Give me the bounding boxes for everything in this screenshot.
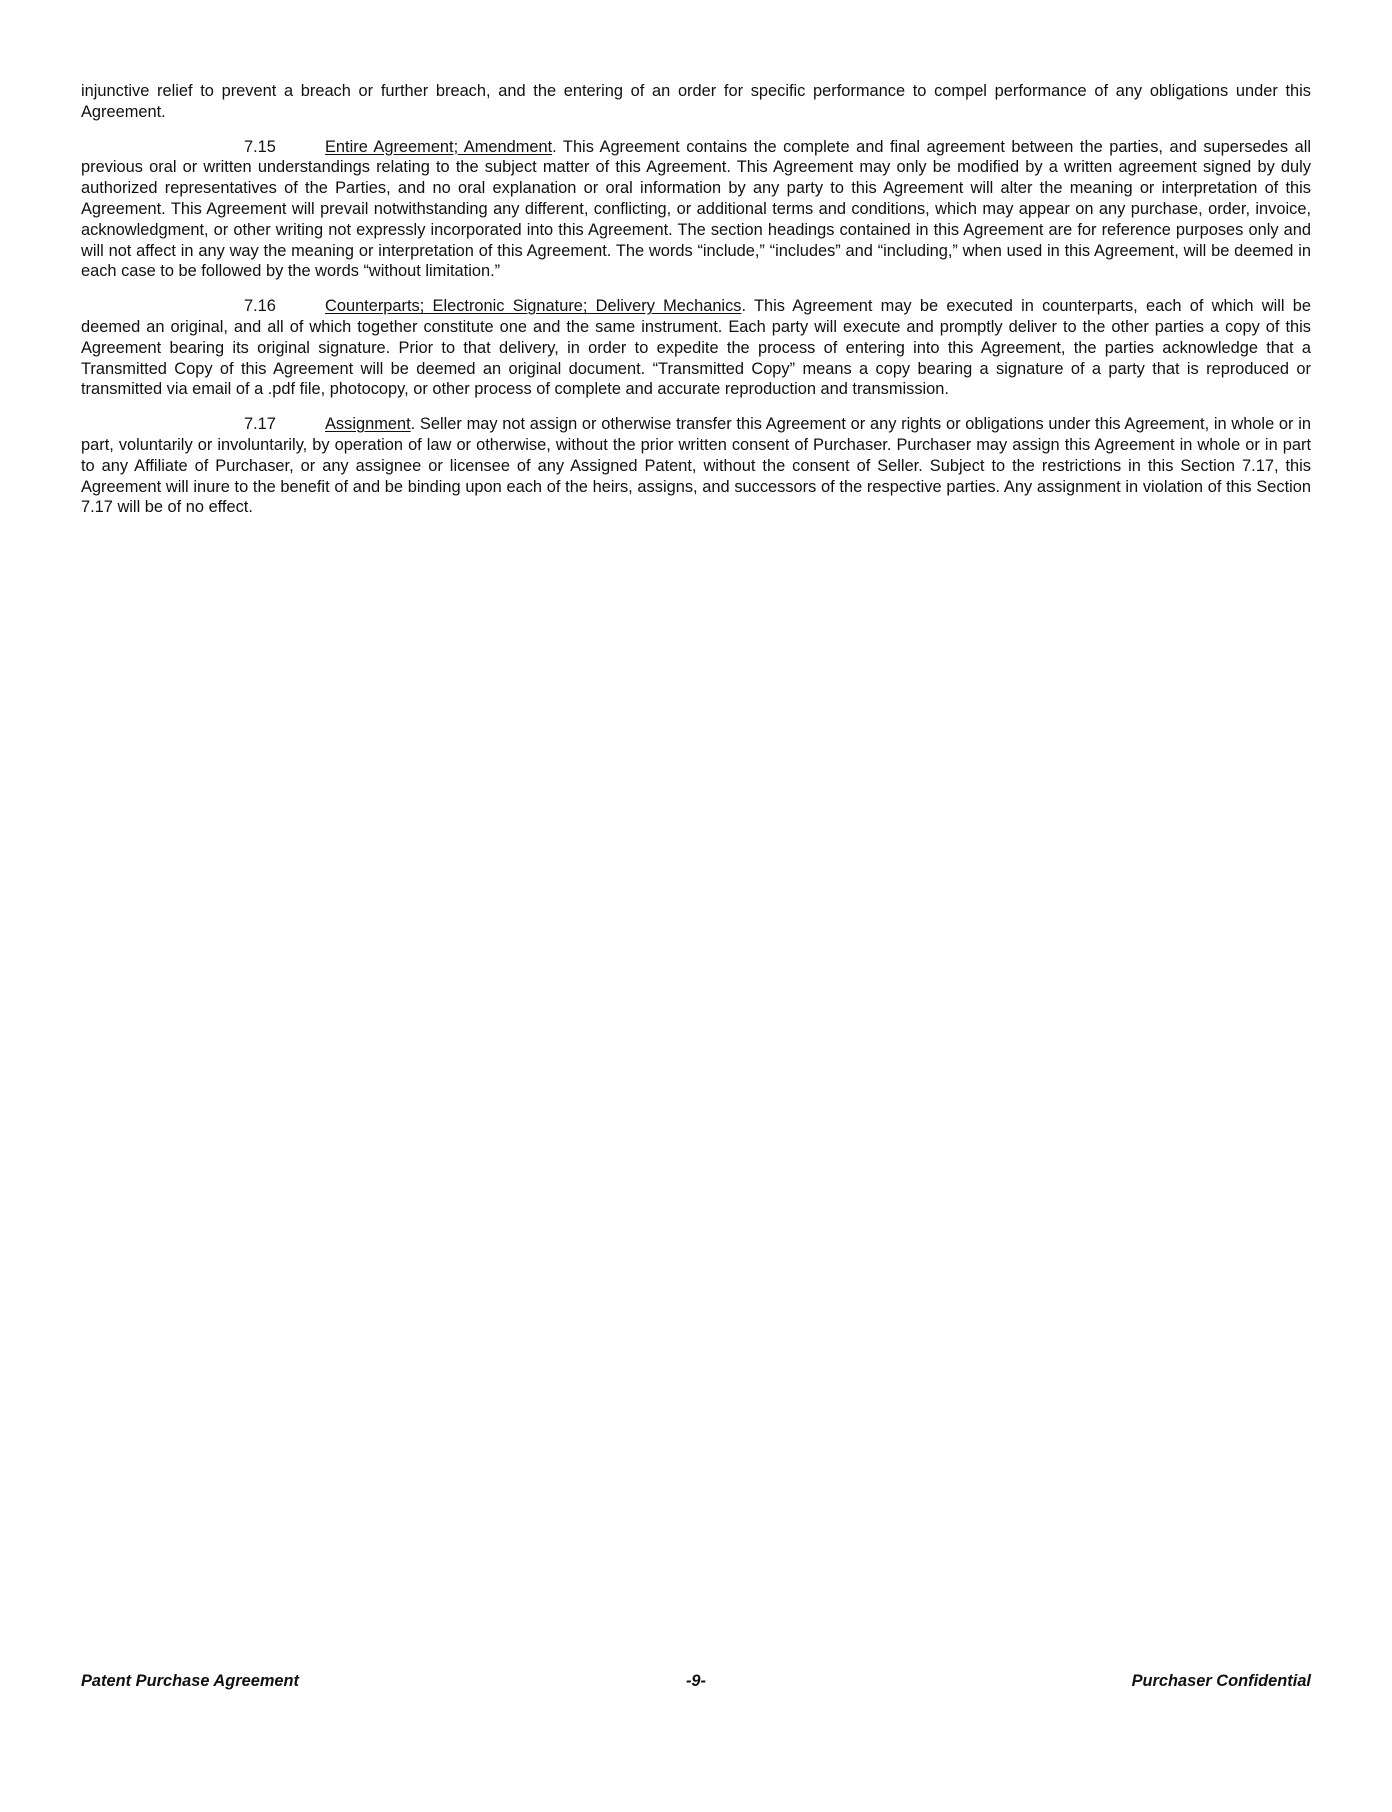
continuation-paragraph: injunctive relief to prevent a breach or further breach, and the entering of an order for specific performance to compel performance of any obligations under this Agreement. [81,82,1311,121]
section-text: . This Agreement may be executed in counterparts, each of which will be deemed an original, and all of which together constitute one and the same instrument. Each party will execute and promptly deliver to the other parties a copy of this Agreement bearing its original signature. Prior to that delivery, in order to expedite the process of entering into this Agreement, the parties acknowledge that a Transmitted Copy of this Agreement will be deemed an original document. “Transmitted Copy” means a copy bearing a signature of a party that is reproduced or transmitted via email of a .pdf file, photocopy, or other process of complete and accurate reproduction and transmission. [81,297,1312,399]
section-text: . This Agreement contains the complete and final agreement between the parties, and supersedes all previous oral or written understandings relating to the subject matter of this Agreement. This Agreement may only be modified by a written agreement signed by duly authorized representatives of the Parties, and no oral explanation or oral information by any party to this Agreement will alter the meaning or interpretation of this Agreement. This Agreement will prevail notwithstanding any different, conflicting, or additional terms and conditions, which may appear on any purchase, order, invoice, acknowledgment, or other writing not expressly incorporated into this Agreement. The section headings contained in this Agreement are for reference purposes only and will not affect in any way the meaning or interpretation of this Agreement. The words “include,” “includes” and “including,” when used in this Agreement, will be deemed in each case to be followed by the words “without limitation.” [81,137,1312,281]
section-heading: Counterparts; Electronic Signature; Delivery Mechanics [325,297,742,316]
section-heading: Entire Agreement; Amendment [325,137,553,156]
section-7-15 [81,137,1311,283]
section-number: 7.17 [244,415,276,434]
section-number: 7.16 [244,297,276,316]
footer-document-title: Patent Purchase Agreement [81,1672,300,1690]
section-text: . Seller may not assign or otherwise transfer this Agreement or any rights or obligations under this Agreement, in whole or in part, voluntarily or involuntarily, by operation of law or otherwise, without the prior written consent of Purchaser. Purchaser may assign this Agreement in whole or in part to any Affiliate of Purchaser, or any assignee or licensee of any Assigned Patent, without the consent of Seller. Subject to the restrictions in this Section 7.17, this Agreement will inure to the benefit of and be binding upon each of the heirs, assigns, and successors of the respective parties. Any assignment in violation of this Section 7.17 will be of no effect. [81,415,1311,517]
section-7-17 [81,414,1311,518]
footer-confidentiality: Purchaser Confidential [1131,1672,1311,1690]
page-footer [81,1672,1311,1696]
page-body [81,81,1311,532]
section-number: 7.15 [244,137,276,156]
section-7-16 [81,296,1311,400]
section-heading: Assignment [325,415,411,434]
footer-page-number: -9- [685,1672,707,1690]
